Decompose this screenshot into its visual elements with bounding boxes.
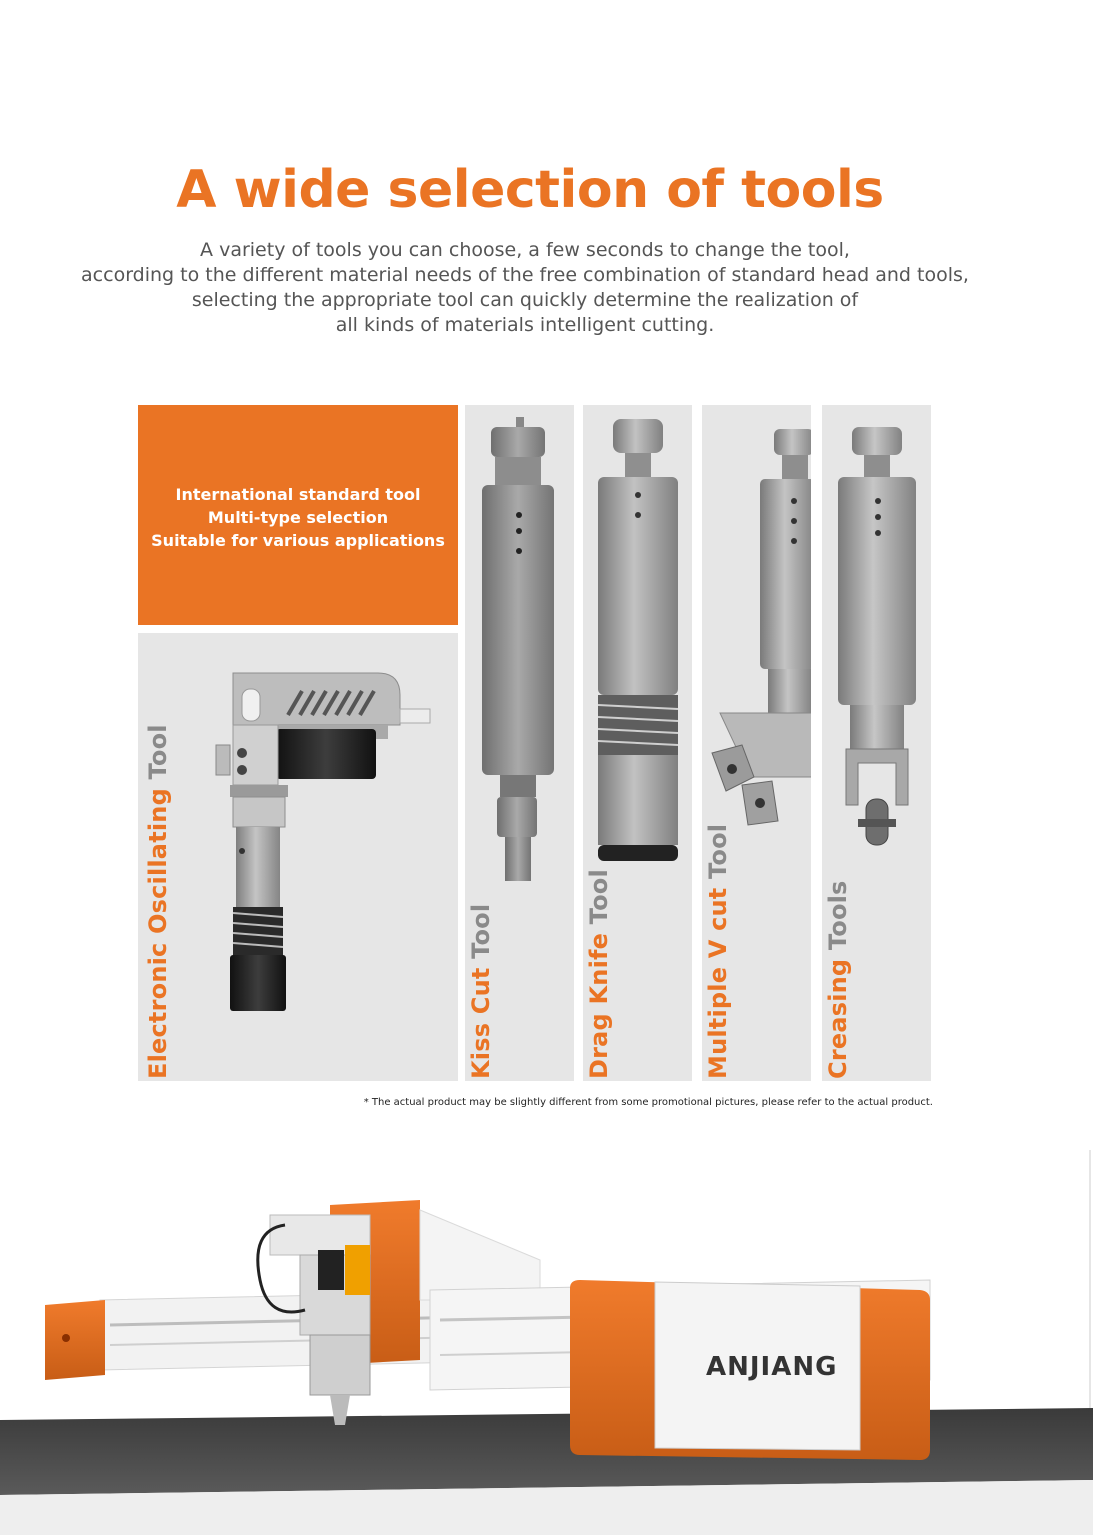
tool-label-kiss-cut xyxy=(467,904,495,1079)
tool-label-oscillating xyxy=(144,724,172,1079)
intro-line: selecting the appropriate tool can quickly determine the realization of xyxy=(191,289,859,311)
tool-label-highlight: Multiple V cut xyxy=(704,887,732,1079)
page-title: A wide selection of tools xyxy=(176,160,884,220)
tool-panel-creasing xyxy=(822,405,931,1081)
feature-line: International standard tool xyxy=(175,485,421,504)
tool-panel-v-cut xyxy=(702,405,811,1081)
tool-label-highlight: Creasing xyxy=(824,958,852,1079)
oscillating-tool-image xyxy=(138,633,458,1081)
brand-logo: ANJIANG xyxy=(706,1352,838,1382)
cutting-machine-image xyxy=(0,1150,1093,1535)
intro-paragraph xyxy=(60,238,990,338)
tool-label-highlight: Kiss Cut xyxy=(467,967,495,1079)
intro-line: all kinds of materials intelligent cutting. xyxy=(335,314,715,336)
intro-line: according to the different material needs of the free combination of standard head and tools, xyxy=(81,264,969,286)
tool-panel-oscillating xyxy=(138,633,458,1081)
intro-line: A variety of tools you can choose, a few seconds to change the tool, xyxy=(200,239,850,261)
feature-box xyxy=(138,405,458,625)
tool-panel-kiss-cut xyxy=(465,405,574,1081)
feature-line: Suitable for various applications xyxy=(151,531,445,550)
tool-label-creasing xyxy=(824,880,852,1079)
tool-label-suffix: Tool xyxy=(144,724,172,789)
disclaimer-note: * The actual product may be slightly different from some promotional pictures, please refer to the actual product. xyxy=(363,1097,933,1108)
tool-label-suffix: Tool xyxy=(467,903,495,968)
tool-label-suffix: Tools xyxy=(824,880,852,959)
tool-label-highlight: Electronic Oscillating xyxy=(144,788,172,1079)
tool-label-v-cut xyxy=(704,824,732,1079)
feature-line: Multi-type selection xyxy=(207,508,389,527)
tool-label-suffix: Tool xyxy=(704,823,732,888)
tool-label-highlight: Drag Knife xyxy=(585,932,613,1079)
tool-label-drag-knife xyxy=(585,869,613,1079)
tool-label-suffix: Tool xyxy=(585,869,613,933)
tool-panel-drag-knife xyxy=(583,405,692,1081)
